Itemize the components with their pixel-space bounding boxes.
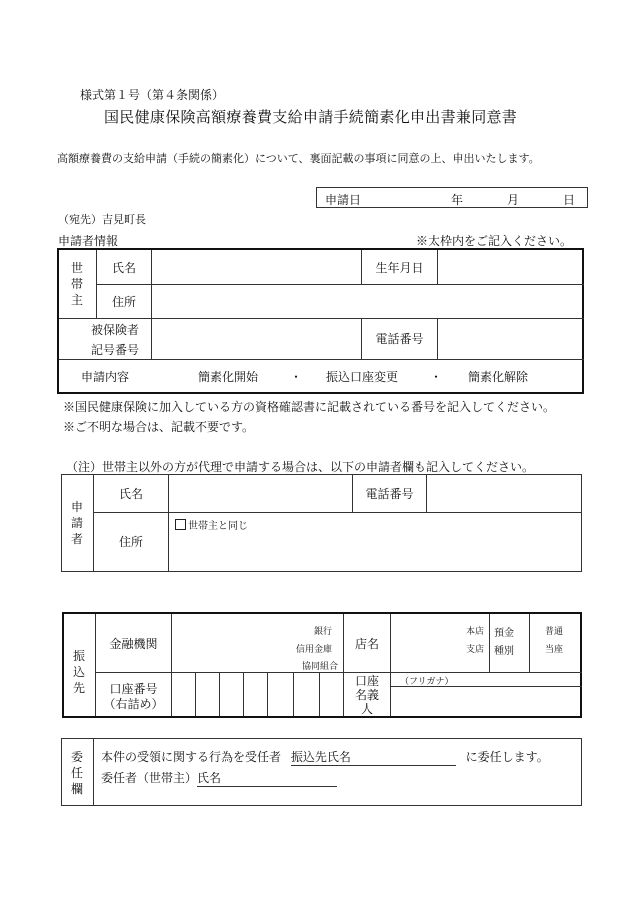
branch-main: 本店 [466, 627, 485, 637]
intro-text: 高額療養費の支給申請（手続の簡素化）について、裏面記載の事項に同意の上、申出いたします。 [57, 152, 540, 165]
delegation-line-1 [101, 748, 549, 766]
phone-field[interactable] [438, 319, 582, 358]
form-number: 様式第１号（第４条関係） [80, 88, 225, 102]
householder-name-field[interactable] [152, 251, 360, 283]
date-year-label: 年 [451, 193, 464, 207]
separator-dot-1: ・ [290, 370, 303, 384]
proxy-applicant-table [61, 474, 582, 572]
delegation-line-1-tail: に委任します。 [465, 750, 549, 764]
date-label: 申請日 [325, 193, 362, 207]
same-as-householder-option[interactable] [175, 517, 248, 532]
date-day-label: 日 [563, 193, 576, 207]
furigana-label: （フリガナ） [400, 677, 454, 687]
application-date-box[interactable] [316, 187, 588, 208]
account-holder-field[interactable] [391, 687, 582, 715]
deposit-label-2: 種別 [494, 646, 514, 657]
addressee: （宛先）吉見町長 [58, 213, 146, 226]
delegation-line-2-text: 委任者（世帯主） [101, 771, 198, 785]
delegation-line-2 [101, 769, 337, 787]
type-bank: 銀行 [314, 627, 333, 637]
address-label: 住所 [111, 294, 136, 309]
delegation-box [61, 738, 582, 806]
note-line-1: ※国民健康保険に加入している方の資格確認書に記載されている番号を記入してください。 [63, 400, 556, 414]
delegate-name-field[interactable] [291, 748, 456, 766]
institution-label: 金融機関 [109, 636, 158, 651]
account-number-field[interactable] [172, 673, 342, 715]
birthdate-field[interactable] [438, 251, 582, 283]
note-line-2: ※ご不明な場合は、記載不要です。 [63, 420, 255, 434]
date-month-label: 月 [507, 193, 520, 207]
delegation-side-label: 委 任 欄 [70, 750, 83, 796]
insured-number-field[interactable] [152, 319, 360, 358]
checkbox-icon[interactable] [175, 519, 186, 530]
same-as-householder-label: 世帯主と同じ [188, 521, 248, 532]
deposit-label-1: 預金 [494, 628, 514, 639]
proxy-address-label: 住所 [118, 535, 143, 549]
proxy-name-label: 氏名 [118, 487, 143, 501]
type-kyodo: 協同組合 [302, 662, 339, 672]
bank-side-label: 振 込 先 [72, 649, 85, 695]
branch-label: 店名 [354, 636, 379, 651]
birthdate-label: 生年月日 [375, 260, 424, 275]
phone-label: 電話番号 [375, 332, 424, 346]
option-start[interactable]: 簡素化開始 [198, 370, 259, 384]
applicant-info-table [57, 248, 584, 394]
insured-label-2: 記号番号 [90, 343, 139, 357]
proxy-side-label: 申 請 者 [70, 500, 83, 546]
deposit-current[interactable]: 当座 [545, 645, 564, 655]
name-label: 氏名 [111, 260, 136, 275]
proxy-phone-field[interactable] [427, 476, 581, 511]
bank-account-table [62, 612, 582, 718]
request-label: 申請内容 [80, 370, 129, 384]
holder-label-1: 口座 [354, 674, 379, 688]
option-cancel[interactable]: 簡素化解除 [468, 370, 529, 384]
insured-label-1: 被保険者 [90, 323, 139, 337]
proxy-name-field[interactable] [169, 476, 351, 511]
holder-label-2: 名義 [354, 688, 379, 702]
holder-label-3: 人 [360, 702, 373, 716]
account-number-label-1: 口座番号 [109, 682, 158, 696]
delegator-name-field[interactable] [197, 769, 337, 787]
option-change-account[interactable]: 振込口座変更 [326, 370, 399, 384]
householder-label: 世 帯 主 [70, 261, 83, 307]
deposit-ordinary[interactable]: 普通 [545, 627, 564, 637]
applicant-info-heading: 申請者情報 [58, 234, 119, 248]
separator-dot-2: ・ [430, 370, 443, 384]
thick-frame-note: ※太枠内をご記入ください。 [416, 234, 573, 248]
delegator-name-label: 氏名 [197, 771, 222, 785]
proxy-phone-label: 電話番号 [365, 487, 414, 501]
delegation-line-1-text: 本件の受領に関する行為を受任者 [101, 750, 282, 764]
delegate-name-label: 振込先氏名 [290, 750, 351, 764]
branch-sub: 支店 [466, 645, 485, 655]
proxy-note: （注）世帯主以外の方が代理で申請する場合は、以下の申請者欄も記入してください。 [66, 460, 535, 474]
type-shinkin: 信用金庫 [296, 645, 333, 655]
householder-address-field[interactable] [152, 285, 582, 317]
form-title: 国民健康保険高額療養費支給申請手続簡素化申出書兼同意書 [104, 108, 518, 126]
account-number-label-2: （右詰め） [103, 697, 164, 711]
